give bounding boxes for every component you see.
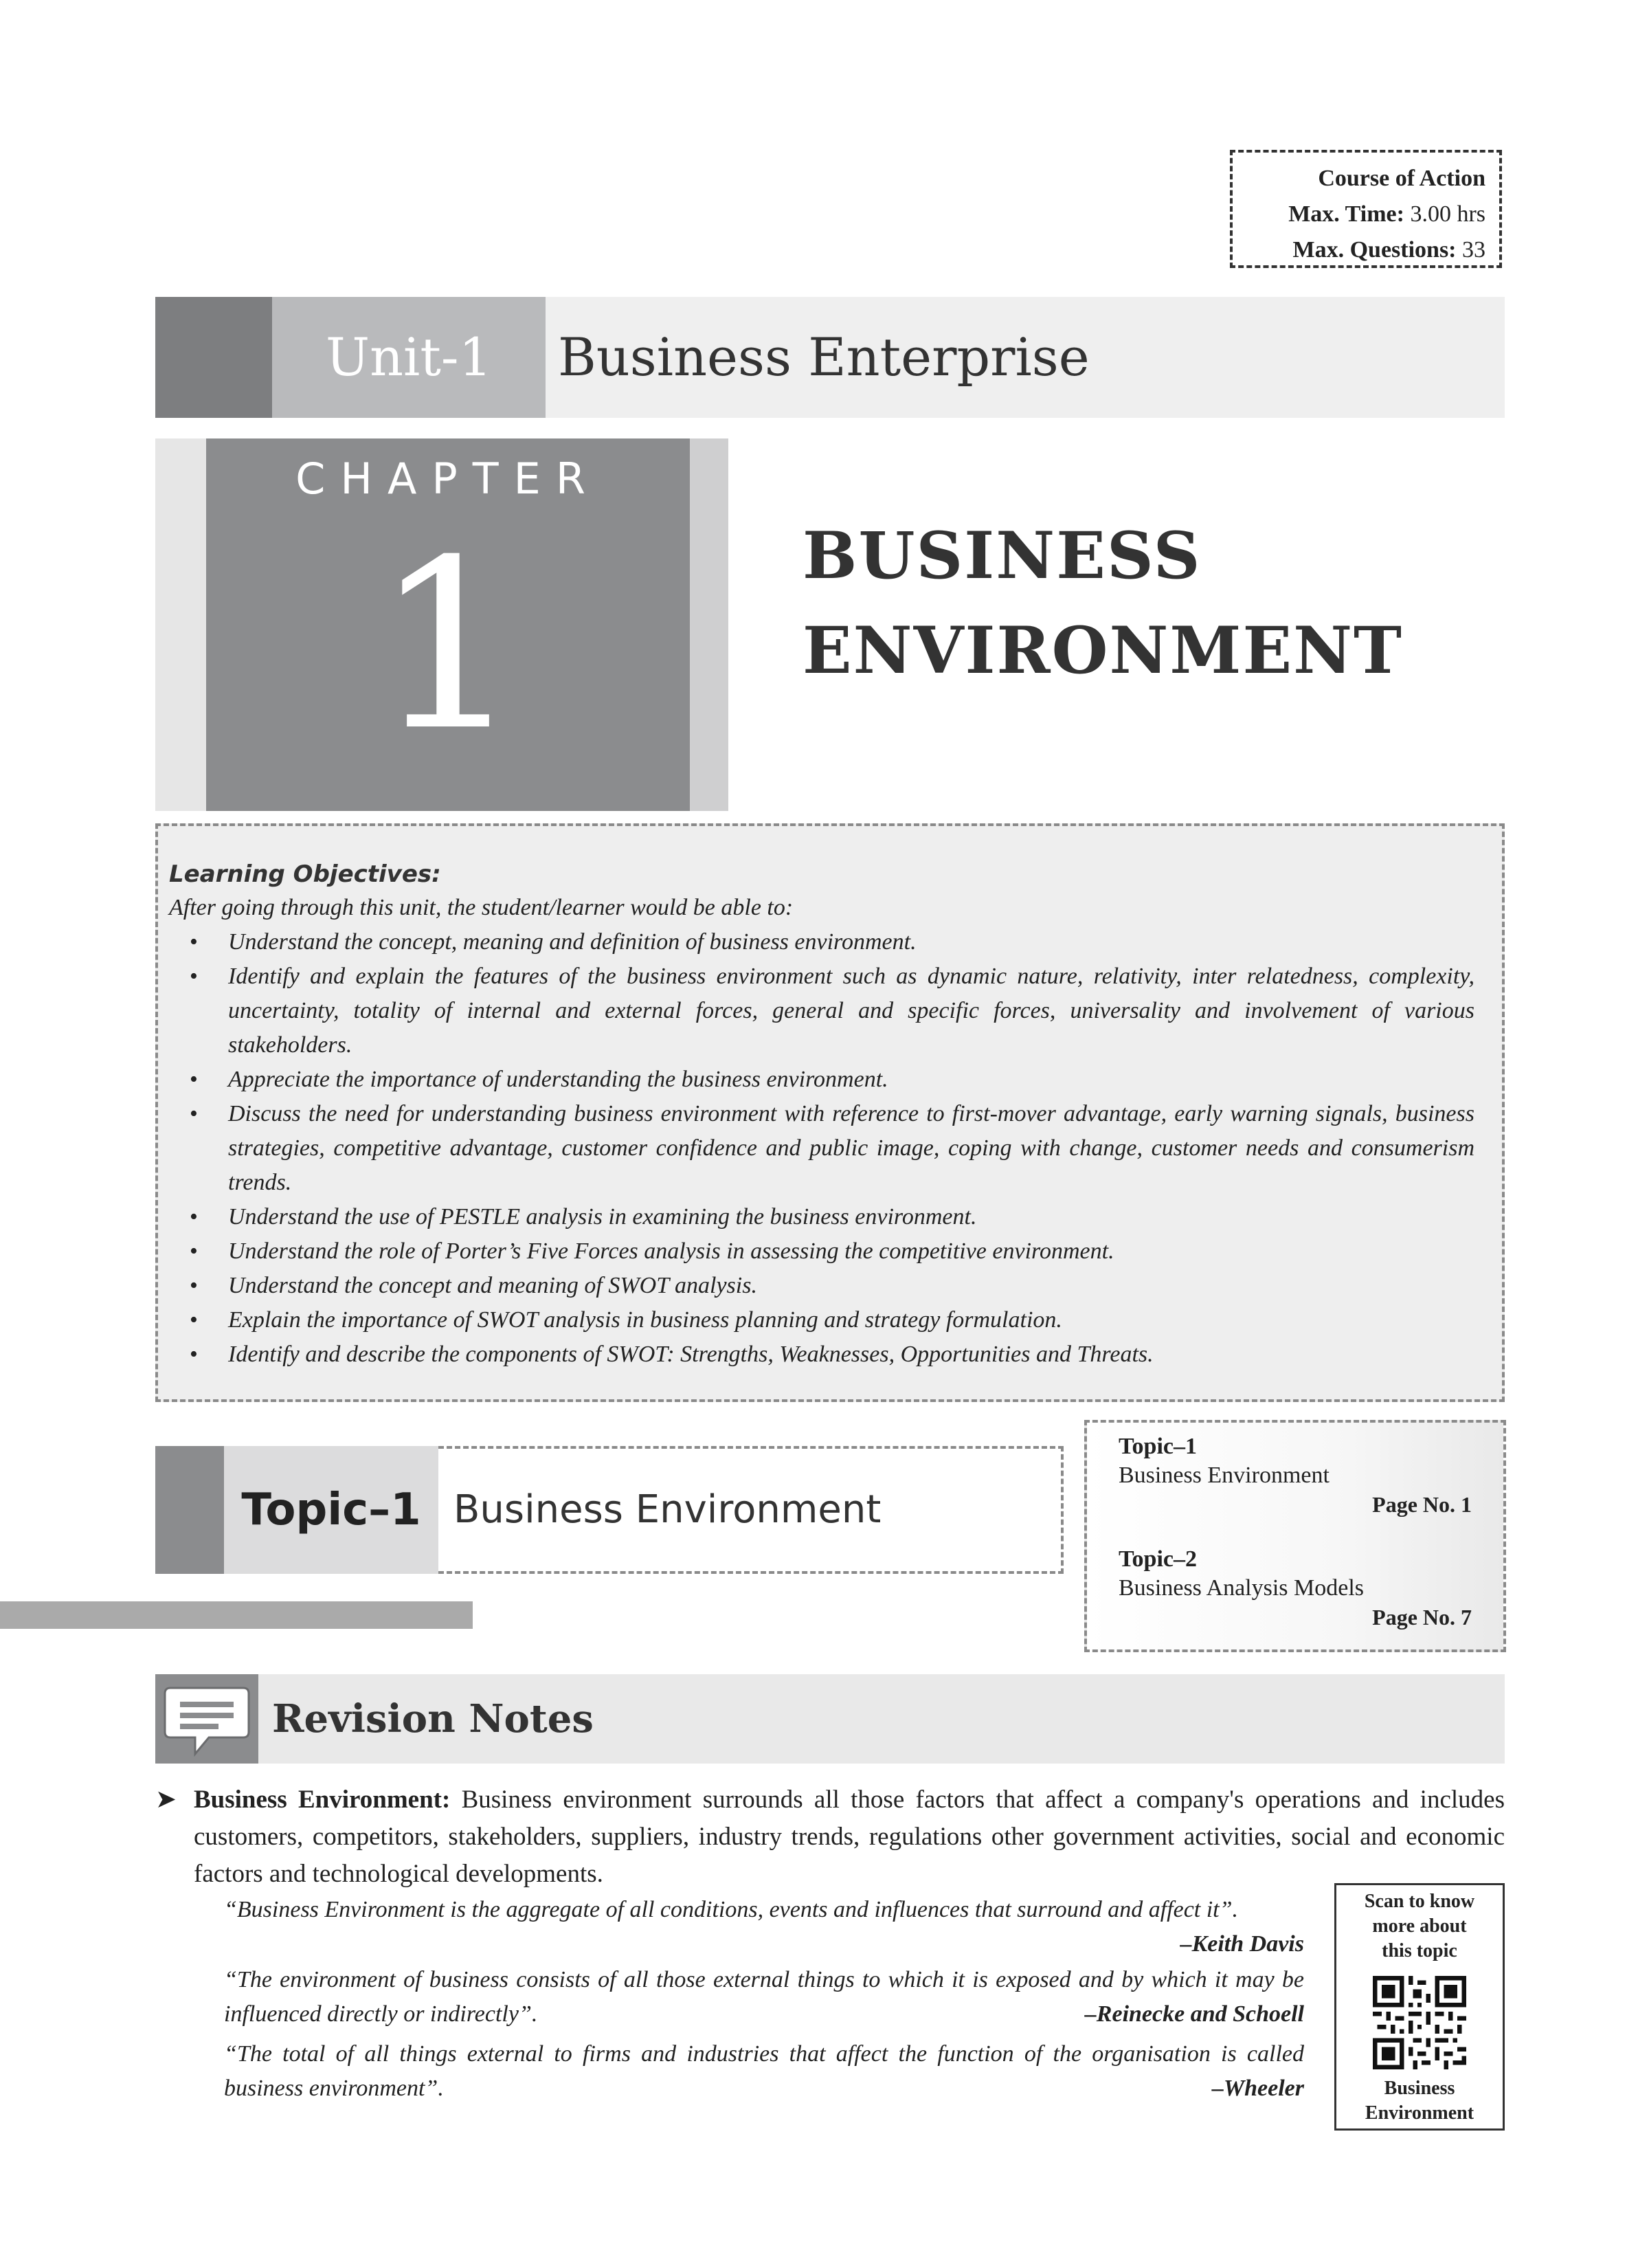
learning-objectives-intro: After going through this unit, the student/learner would be able to:	[169, 895, 794, 920]
chapter-right-strip	[690, 438, 728, 811]
business-environment-definition	[194, 1781, 1505, 1893]
topic-index-label: Topic–2	[1119, 1546, 1198, 1572]
list-item: • Understand the concept, meaning and definition of business environment.	[228, 925, 1474, 959]
topic-index-box	[1084, 1420, 1506, 1652]
topic-index-page: Page No. 7	[1372, 1605, 1472, 1630]
qr-caption-line: Environment	[1365, 2102, 1474, 2124]
revision-notes-title: Revision Notes	[272, 1696, 594, 1742]
chapter-title-line2: ENVIRONMENT	[803, 613, 1403, 689]
chapter-title	[803, 509, 1490, 698]
quote-author: –Wheeler	[1211, 2076, 1304, 2101]
topic-index-label: Topic–1	[1119, 1434, 1198, 1459]
quote-keith-davis: “Business Environment is the aggregate of all conditions, events and influences that surround and affect it”.	[224, 1897, 1239, 1922]
qr-label-line: this topic	[1382, 1940, 1457, 1961]
max-questions: Max. Questions: 33	[1292, 237, 1485, 263]
learning-objectives-list	[169, 925, 1474, 1372]
quote-author: –Keith Davis	[1180, 1931, 1304, 1957]
chapter-number: 1	[373, 510, 523, 782]
chapter-title-line1: BUSINESS	[803, 518, 1202, 594]
definition-text: Business environment surrounds all those factors that affect a company's operations and includes customers, competitors, stakeholders, suppliers, industry trends, regulations other government activities, social and economic factors and technological developments.	[194, 1786, 1505, 1888]
qr-box	[1334, 1883, 1505, 2131]
list-item: • Appreciate the importance of understanding the business environment.	[228, 1063, 1474, 1097]
list-item: • Explain the importance of SWOT analysis in business planning and strategy formulation.	[228, 1303, 1474, 1337]
qr-label-line: more about	[1372, 1915, 1467, 1937]
max-time: Max. Time: 3.00 hrs	[1288, 201, 1485, 227]
divider-bar	[0, 1601, 473, 1629]
speech-bubble-icon	[155, 1674, 258, 1764]
unit-banner-dark-block	[155, 297, 272, 418]
unit-title: Business Enterprise	[558, 326, 1090, 388]
learning-objectives-heading: Learning Objectives:	[169, 860, 441, 888]
list-item: • Understand the use of PESTLE analysis in examining the business environment.	[228, 1200, 1474, 1234]
qr-caption-line: Business	[1384, 2078, 1455, 2099]
revision-notes-icon-block	[155, 1674, 258, 1764]
course-of-action-box	[1230, 150, 1502, 268]
unit-label: Unit-1	[326, 326, 492, 388]
list-item: • Identify and explain the features of the business environment such as dynamic nature, relativity, inter relatedness, complexity, uncertainty, totality of internal and external forces, general and specific forces, universality and involvement of various stakeholders.	[228, 959, 1474, 1063]
topic-index-page: Page No. 1	[1372, 1492, 1472, 1517]
qr-code-icon[interactable]	[1373, 1976, 1466, 2069]
chapter-left-strip	[155, 438, 206, 811]
topic-index-title: Business Analysis Models	[1119, 1575, 1365, 1601]
learning-objectives-box	[155, 823, 1505, 1402]
topic-banner-dark-block	[155, 1446, 224, 1574]
list-item: • Discuss the need for understanding business environment with reference to first-mover advantage, early warning signals, business strategies, competitive advantage, customer confidence and public image, coping with change, customer needs and consumerism trends.	[228, 1097, 1474, 1200]
list-item: • Identify and describe the components of SWOT: Strengths, Weaknesses, Opportunities and Threats.	[228, 1337, 1474, 1372]
chapter-word: CHAPTER	[295, 454, 601, 504]
qr-label-line: Scan to know	[1364, 1891, 1475, 1912]
topic-banner-title: Business Environment	[453, 1487, 882, 1532]
course-of-action-title: Course of Action	[1318, 166, 1485, 191]
quote-reinecke-schoell: “The environment of business consists of all those external things to which it is exposed and by which it may be influenced directly or indirectly”.	[224, 1967, 1304, 2027]
quote-wheeler: “The total of all things external to firms and industries that affect the function of the organisation is called business environment”.	[224, 2041, 1304, 2101]
list-item: • Understand the concept and meaning of SWOT analysis.	[228, 1269, 1474, 1303]
quote-author: –Reinecke and Schoell	[1084, 2001, 1304, 2027]
topic-banner-label: Topic–1	[241, 1485, 421, 1535]
arrow-bullet-icon: ➤	[155, 1786, 177, 1814]
list-item: • Understand the role of Porter’s Five Forces analysis in assessing the competitive environment.	[228, 1234, 1474, 1269]
definition-term: Business Environment:	[194, 1786, 451, 1814]
topic-index-title: Business Environment	[1119, 1463, 1330, 1488]
